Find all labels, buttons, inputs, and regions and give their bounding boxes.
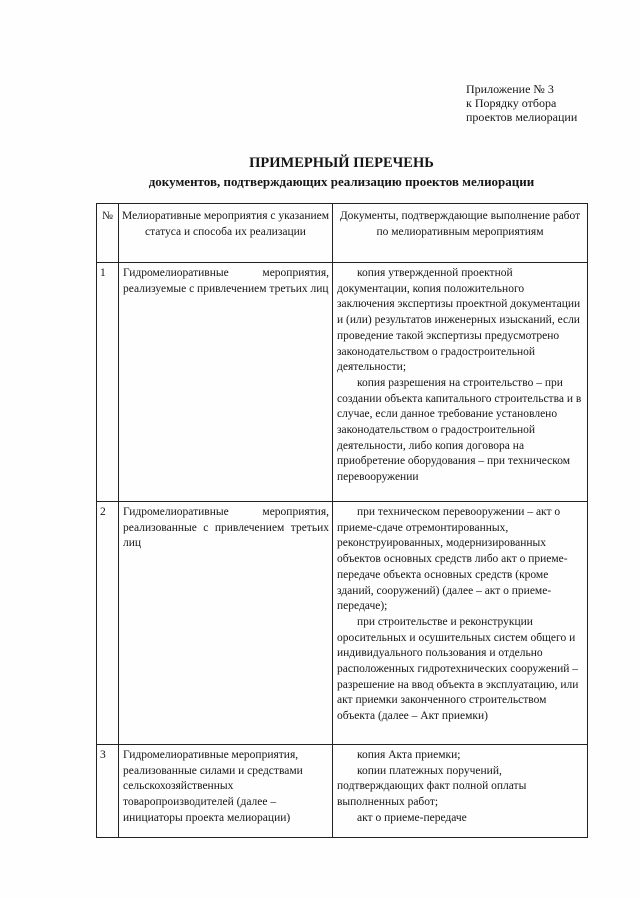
document-title bbox=[96, 153, 587, 191]
row-number: 2 bbox=[97, 502, 119, 745]
table-row bbox=[97, 263, 588, 502]
document-item: при техническом перевооружении – акт о приеме-сдаче отремонтированных, реконструированных, модернизированных объектов основных средств либо акт о приеме-передаче объекта основных средств (кроме зданий, сооружений) (далее – акт о приеме-передаче); bbox=[337, 506, 568, 613]
row-number: 3 bbox=[97, 745, 119, 838]
document-item: акт о приеме-передаче bbox=[357, 811, 467, 824]
title-main: ПРИМЕРНЫЙ ПЕРЕЧЕНЬ bbox=[249, 155, 434, 171]
measures-table bbox=[96, 203, 588, 838]
appendix-line-1: Приложение № 3 bbox=[466, 82, 554, 96]
document-item: копия разрешения на строительство – при создании объекта капитального строительства и в случае, если данное требование установлено законодательством о градостроительной деятельности, либо копия договора на приобретение оборудования – при техническом перевооружении bbox=[337, 376, 582, 484]
title-sub: документов, подтверждающих реализацию проектов мелиорации bbox=[148, 174, 535, 189]
table-row bbox=[97, 745, 588, 838]
appendix-line-2: к Порядку отбора bbox=[466, 96, 557, 110]
appendix-line-3: проектов мелиорации bbox=[466, 110, 578, 124]
measure-cell: Гидромелиоративные мероприятия, реализуемые с привлечением третьих лиц bbox=[119, 263, 333, 502]
documents-cell bbox=[333, 263, 588, 502]
header-num: № bbox=[97, 204, 119, 263]
table-header-row bbox=[97, 204, 588, 263]
document-item: при строительстве и реконструкции оросительных и осушительных систем общего и индивидуального пользования и отдельно расположенных гидротехнических сооружений – разрешение на ввод объекта в эксплуатацию, или акт приемки законченного строительством объекта (далее – Акт приемки) bbox=[337, 615, 579, 723]
header-docs: Документы, подтверждающие выполнение работ по мелиоративным мероприятиям bbox=[333, 204, 588, 263]
appendix-header bbox=[466, 82, 577, 124]
row-number: 1 bbox=[97, 263, 119, 502]
document-item: копия Акта приемки; bbox=[357, 749, 461, 761]
header-measures: Мелиоративные мероприятия с указанием статуса и способа их реализации bbox=[119, 204, 333, 263]
documents-cell bbox=[333, 502, 588, 745]
measure-cell: Гидромелиоративные мероприятия, реализованные силами и средствами сельскохозяйственных товаропроизводителей (далее – инициаторы проекта мелиорации) bbox=[119, 745, 333, 838]
table-row bbox=[97, 502, 588, 745]
documents-cell bbox=[333, 745, 588, 838]
document-item: копия утвержденной проектной документации, копия положительного заключения экспертизы проектной документации и (или) результатов инженерных изысканий, если проведение такой экспертизы предусмотрено законодательством о градостроительной деятельности; bbox=[337, 267, 581, 374]
document-item: копии платежных поручений, подтверждающих факт полной оплаты выполненных работ; bbox=[337, 764, 527, 809]
measure-cell: Гидромелиоративные мероприятия, реализованные с привлечением третьих лиц bbox=[119, 502, 333, 745]
